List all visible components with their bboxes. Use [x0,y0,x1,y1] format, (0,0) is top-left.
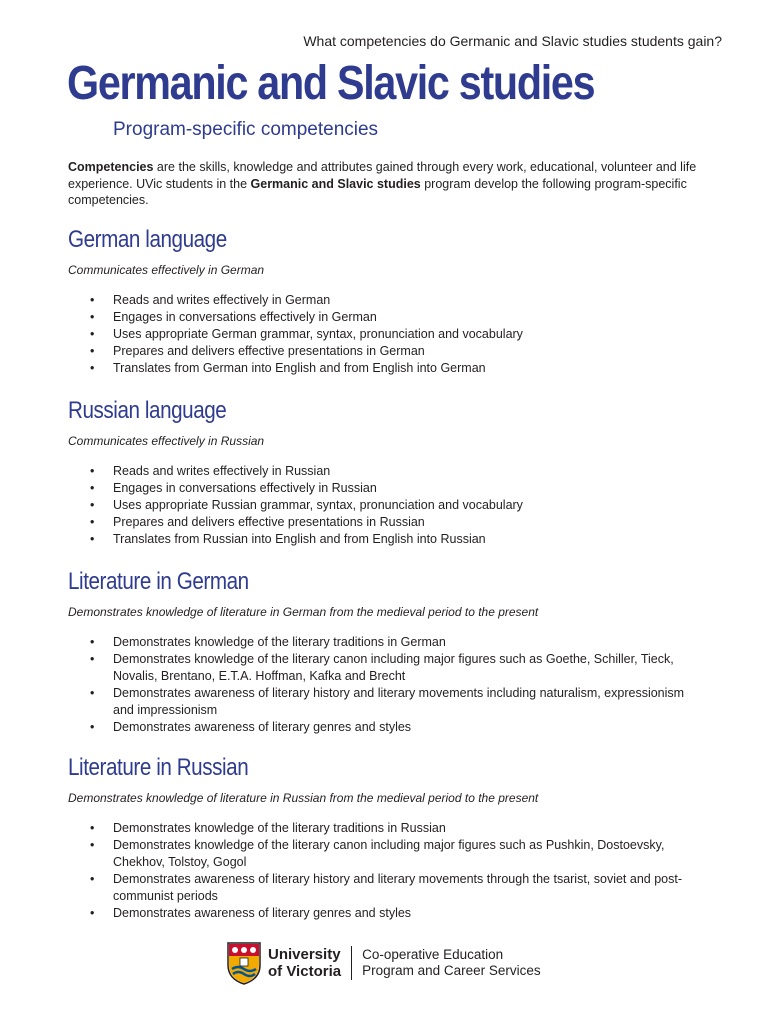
list-item: • Reads and writes effectively in German [68,292,708,309]
section-german-language [68,226,708,377]
page-title: Germanic and Slavic studies [67,57,595,110]
section-lead: Communicates effectively in German [68,263,265,277]
list-item: • Prepares and delivers effective presentations in Russian [68,514,708,531]
coop-line-1: Co-operative Education [362,947,504,962]
list-item: • Uses appropriate Russian grammar, syntax, pronunciation and vocabulary [68,497,708,514]
university-name-line-2: of Victoria [268,963,342,980]
section-lead: Demonstrates knowledge of literature in German from the medieval period to the present [68,605,539,619]
list-item: • Demonstrates awareness of literary genres and styles [68,905,708,922]
intro-paragraph [68,159,708,209]
section-literature-german [68,568,708,736]
section-lead: Communicates effectively in Russian [68,434,265,448]
intro-text-1: are the skills, knowledge and attributes gained through every work, educational, volunteer and life experience. UVic students in the [68,160,697,191]
list-item: • Engages in conversations effectively in Russian [68,480,708,497]
section-heading: German language [68,226,227,253]
list-item: • Demonstrates awareness of literary history and literary movements through the tsarist, soviet and post-communist periods [68,871,708,905]
university-name [268,946,352,980]
coop-line-2: Program and Career Services [362,963,541,978]
list-item: • Demonstrates knowledge of the literary traditions in Russian [68,820,708,837]
coop-program-name [352,947,541,979]
list-item: • Demonstrates awareness of literary history and literary movements including naturalism, expressionism and impressionism [68,685,708,719]
section-russian-language [68,397,708,548]
list-item: • Prepares and delivers effective presentations in German [68,343,708,360]
intro-text-2: program develop the following program-specific competencies. [68,176,687,207]
section-heading: Literature in Russian [68,754,249,781]
section-literature-russian [68,754,708,922]
list-item: • Translates from Russian into English and from English into Russian [68,531,708,548]
section-heading: Russian language [68,397,227,424]
list-item: • Demonstrates awareness of literary genres and styles [68,719,708,736]
intro-program: Germanic and Slavic studies [250,176,421,191]
footer-branding [226,938,541,988]
list-item: • Translates from German into English and from English into German [68,360,708,377]
page-subtitle: Program-specific competencies [113,119,379,140]
list-item: • Demonstrates knowledge of the literary canon including major figures such as Pushkin, Dostoevsky, Chekhov, Tolstoy, Gogol [68,837,708,871]
competency-list [68,463,708,548]
competency-list [68,820,708,922]
list-item: • Uses appropriate German grammar, syntax, pronunciation and vocabulary [68,326,708,343]
list-item: • Demonstrates knowledge of the literary canon including major figures such as Goethe, Schiller, Tieck, Novalis, Brentano, E.T.A. Hoffman, Kafka and Brecht [68,651,708,685]
list-item: • Engages in conversations effectively in German [68,309,708,326]
page-question: What competencies do Germanic and Slavic studies students gain? [303,33,722,49]
section-lead: Demonstrates knowledge of literature in Russian from the medieval period to the present [68,791,539,805]
uvic-crest-icon [226,941,262,985]
competency-list [68,292,708,377]
university-name-line-1: University [268,946,341,963]
list-item: • Demonstrates knowledge of the literary traditions in German [68,634,708,651]
section-heading: Literature in German [68,568,249,595]
competency-list [68,634,708,736]
list-item: • Reads and writes effectively in Russian [68,463,708,480]
intro-term: Competencies [68,160,154,174]
